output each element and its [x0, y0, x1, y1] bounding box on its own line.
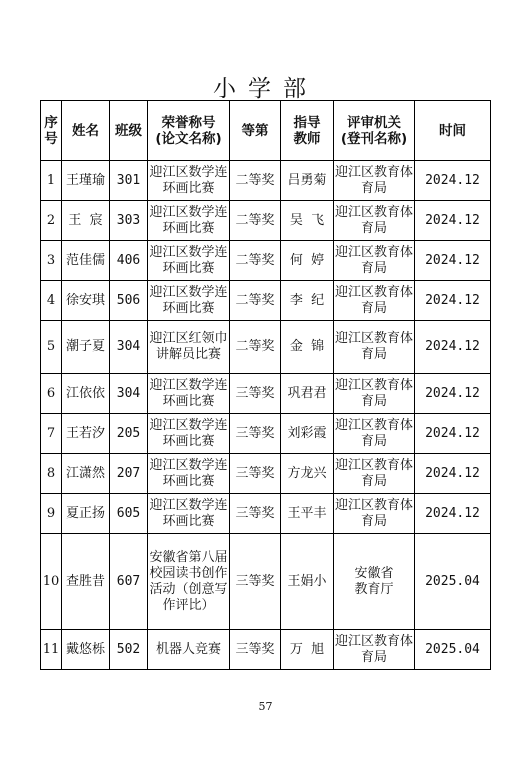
cell-grade: 三等奖 — [230, 454, 281, 494]
header-authority: 评审机关 (登刊名称) — [334, 101, 415, 161]
cell-teacher: 方龙兴 — [281, 454, 334, 494]
cell-no: 3 — [41, 241, 62, 281]
cell-no: 4 — [41, 281, 62, 321]
cell-authority: 迎江区教育体育局 — [334, 630, 415, 670]
cell-grade: 三等奖 — [230, 414, 281, 454]
cell-time: 2025.04 — [415, 534, 491, 630]
cell-no: 9 — [41, 494, 62, 534]
cell-name: 徐安琪 — [62, 281, 110, 321]
cell-grade: 二等奖 — [230, 161, 281, 201]
cell-honor: 安徽省第八届校园读书创作活动（创意写作评比） — [148, 534, 230, 630]
cell-teacher: 吕勇菊 — [281, 161, 334, 201]
cell-name: 江依依 — [62, 374, 110, 414]
cell-authority: 迎江区教育体育局 — [334, 281, 415, 321]
cell-name: 江潇然 — [62, 454, 110, 494]
cell-time: 2024.12 — [415, 414, 491, 454]
cell-teacher: 吴 飞 — [281, 201, 334, 241]
cell-authority: 迎江区教育体育局 — [334, 321, 415, 374]
header-honor: 荣誉称号 (论文名称) — [148, 101, 230, 161]
table-row — [41, 494, 491, 534]
cell-no: 1 — [41, 161, 62, 201]
cell-no: 2 — [41, 201, 62, 241]
table-row — [41, 161, 491, 201]
cell-teacher: 金 锦 — [281, 321, 334, 374]
cell-name: 王若汐 — [62, 414, 110, 454]
cell-authority: 安徽省 教育厅 — [334, 534, 415, 630]
cell-grade: 三等奖 — [230, 494, 281, 534]
cell-teacher: 巩君君 — [281, 374, 334, 414]
cell-authority: 迎江区教育体育局 — [334, 494, 415, 534]
page-title: 小学部 — [213, 76, 318, 102]
cell-teacher: 王娟小 — [281, 534, 334, 630]
cell-name: 戴悠栎 — [62, 630, 110, 670]
cell-honor: 迎江区数学连环画比赛 — [148, 241, 230, 281]
cell-class: 502 — [110, 630, 148, 670]
cell-authority: 迎江区教育体育局 — [334, 201, 415, 241]
cell-time: 2024.12 — [415, 241, 491, 281]
cell-time: 2024.12 — [415, 454, 491, 494]
cell-authority: 迎江区教育体育局 — [334, 161, 415, 201]
cell-class: 304 — [110, 374, 148, 414]
cell-honor: 迎江区数学连环画比赛 — [148, 201, 230, 241]
cell-class: 605 — [110, 494, 148, 534]
table-row — [41, 281, 491, 321]
page-number: 57 — [258, 700, 273, 713]
awards-table — [40, 100, 491, 670]
cell-no: 7 — [41, 414, 62, 454]
cell-teacher: 刘彩霞 — [281, 414, 334, 454]
table-header-row — [41, 101, 491, 161]
cell-name: 潮子夏 — [62, 321, 110, 374]
table-row — [41, 454, 491, 494]
cell-name: 王 宸 — [62, 201, 110, 241]
cell-name: 王瑾瑜 — [62, 161, 110, 201]
cell-class: 304 — [110, 321, 148, 374]
cell-class: 303 — [110, 201, 148, 241]
cell-class: 406 — [110, 241, 148, 281]
cell-class: 207 — [110, 454, 148, 494]
header-no: 序 号 — [41, 101, 62, 161]
cell-no: 10 — [41, 534, 62, 630]
table-row — [41, 534, 491, 630]
cell-teacher: 何 婷 — [281, 241, 334, 281]
cell-authority: 迎江区教育体育局 — [334, 374, 415, 414]
cell-no: 11 — [41, 630, 62, 670]
cell-class: 506 — [110, 281, 148, 321]
cell-no: 8 — [41, 454, 62, 494]
cell-honor: 迎江区数学连环画比赛 — [148, 414, 230, 454]
cell-teacher: 万 旭 — [281, 630, 334, 670]
table-row — [41, 630, 491, 670]
cell-time: 2024.12 — [415, 161, 491, 201]
cell-authority: 迎江区教育体育局 — [334, 241, 415, 281]
cell-grade: 三等奖 — [230, 630, 281, 670]
header-name: 姓名 — [62, 101, 110, 161]
cell-grade: 三等奖 — [230, 374, 281, 414]
cell-class: 301 — [110, 161, 148, 201]
cell-name: 夏正扬 — [62, 494, 110, 534]
cell-teacher: 李 纪 — [281, 281, 334, 321]
cell-time: 2024.12 — [415, 494, 491, 534]
cell-name: 范佳儒 — [62, 241, 110, 281]
table-row — [41, 241, 491, 281]
header-time: 时间 — [415, 101, 491, 161]
cell-no: 6 — [41, 374, 62, 414]
cell-authority: 迎江区教育体育局 — [334, 454, 415, 494]
cell-grade: 二等奖 — [230, 241, 281, 281]
cell-honor: 迎江区红领巾讲解员比赛 — [148, 321, 230, 374]
cell-honor: 机器人竞赛 — [148, 630, 230, 670]
cell-no: 5 — [41, 321, 62, 374]
cell-honor: 迎江区数学连环画比赛 — [148, 494, 230, 534]
cell-time: 2024.12 — [415, 281, 491, 321]
header-grade: 等第 — [230, 101, 281, 161]
cell-class: 607 — [110, 534, 148, 630]
cell-honor: 迎江区数学连环画比赛 — [148, 454, 230, 494]
cell-grade: 二等奖 — [230, 321, 281, 374]
cell-grade: 二等奖 — [230, 281, 281, 321]
header-teacher: 指导 教师 — [281, 101, 334, 161]
cell-grade: 三等奖 — [230, 534, 281, 630]
cell-authority: 迎江区教育体育局 — [334, 414, 415, 454]
cell-time: 2024.12 — [415, 321, 491, 374]
cell-honor: 迎江区数学连环画比赛 — [148, 281, 230, 321]
table-row — [41, 201, 491, 241]
header-class: 班级 — [110, 101, 148, 161]
cell-honor: 迎江区数学连环画比赛 — [148, 374, 230, 414]
cell-class: 205 — [110, 414, 148, 454]
table-row — [41, 414, 491, 454]
table-row — [41, 374, 491, 414]
cell-time: 2024.12 — [415, 374, 491, 414]
cell-name: 查胜昔 — [62, 534, 110, 630]
cell-teacher: 王平丰 — [281, 494, 334, 534]
table-row — [41, 321, 491, 374]
cell-grade: 二等奖 — [230, 201, 281, 241]
cell-honor: 迎江区数学连环画比赛 — [148, 161, 230, 201]
cell-time: 2024.12 — [415, 201, 491, 241]
cell-time: 2025.04 — [415, 630, 491, 670]
